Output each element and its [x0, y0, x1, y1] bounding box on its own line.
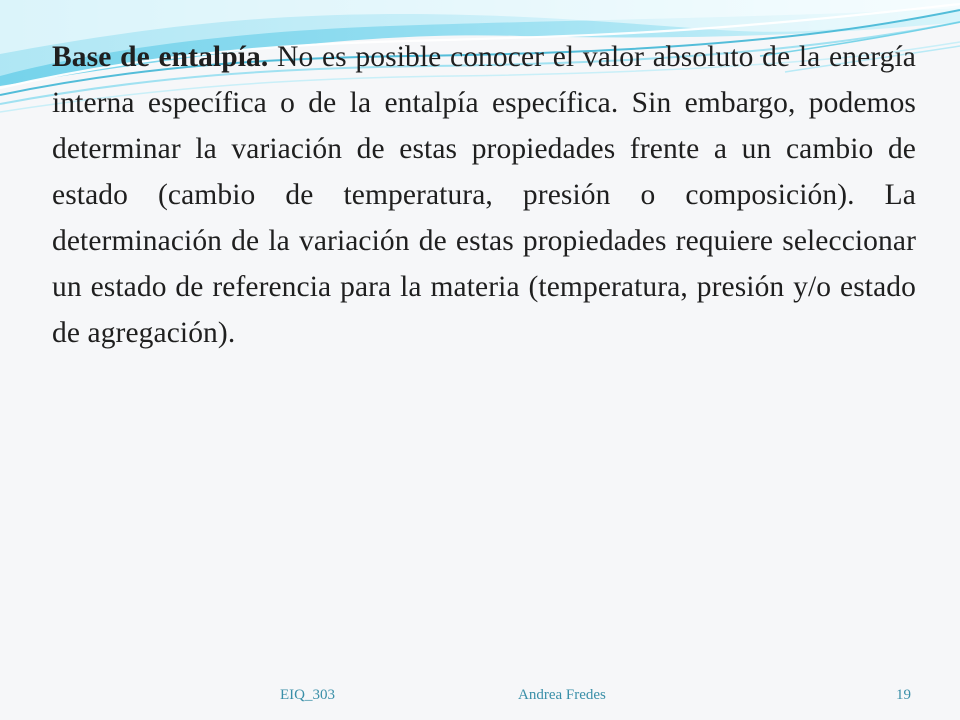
- footer-page-number: 19: [896, 687, 911, 703]
- footer-course: EIQ_303: [280, 687, 335, 703]
- footer-author: Andrea Fredes: [518, 687, 606, 703]
- body-paragraph: [52, 34, 916, 356]
- heading-text: Base de entalpía.: [52, 41, 269, 73]
- body-text: No es posible conocer el valor absoluto de la energía interna específica o de la entalpía específica. Sin embargo, podemos determinar la variación de estas propiedades frente a un cambio de estado (cambio de temperatura, presión o composición). La determinación de la variación de estas propiedades requiere seleccionar un estado de referencia para la materia (temperatura, presión y/o estado de agregación).: [52, 41, 916, 349]
